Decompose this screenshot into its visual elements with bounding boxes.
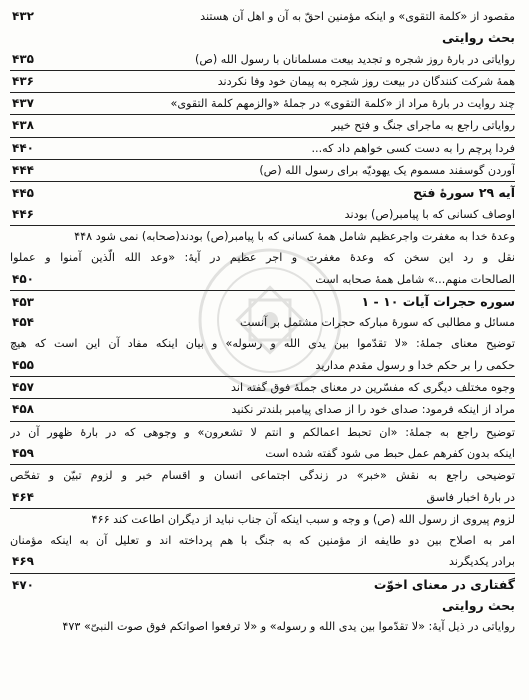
page-number: ۴۷۰ [12,577,34,592]
page-number: ۴۳۶ [12,73,34,88]
page-number: ۴۵۷ [12,380,34,395]
toc-entry [10,530,515,551]
toc-entry [10,49,515,71]
toc-entry [10,71,515,93]
toc-entry-text: چند روایت در بارهٔ مراد از «کلمة التقوی» در جملهٔ «والزمهم کلمة التقوی» [170,97,515,111]
toc-entry [10,616,515,637]
toc-entry-text: نقل و رد این سخن که وعدهٔ مغفرت و اجر عظیم در آیهٔ: «وعد الله الّذین آمنوا و عملوا [10,251,515,265]
toc-entry-text: حکمی را بر حکم خدا و رسول مقدم مدارید [315,358,515,372]
page-number: ۴۵۸ [12,402,34,417]
toc-entry-text: همهٔ شرکت کنندگان در بیعت روز شجره به پیمان خود وفا نکردند [217,74,515,88]
page-number: ۴۵۵ [12,357,34,372]
toc-entry [10,247,515,268]
page-number: ۴۴۵ [12,186,34,201]
toc-entry-text: وعدهٔ خدا به مغفرت واجرعظیم شامل همهٔ کسانی که با پیامبر(ص) بودند(صحابه) نمی شود ۴۴۸ [74,229,515,243]
page-number: ۴۶۴ [12,489,34,504]
toc-entry-text: مراد از اینکه فرمود: صدای خود را از صدای پیامبر بلندتر نکنید [231,403,515,417]
toc-entry-text: در بارهٔ اخبار فاسق [426,490,515,504]
toc-entry [10,269,515,291]
toc-entry [10,399,515,421]
toc-entry-text: مقصود از «کلمة التقوی» و اینکه مؤمنین احقّ به آن و اهل آن هستند [200,10,515,23]
page-number: ۴۴۶ [12,206,34,221]
page-number: ۴۵۰ [12,271,34,286]
page-number: ۴۴۰ [12,140,34,155]
toc-entry [10,204,515,226]
page-number: ۴۵۳ [12,294,34,309]
toc-entry [10,93,515,115]
toc-entry [10,355,515,377]
page-number: ۴۵۹ [12,445,34,460]
toc-entry-text: توضیحی راجع به نقش «خبر» در زندگی اجتماعی انسان و اقسام خبر و لزوم تبیّن و تفحّص [10,469,515,483]
toc-entry-text: الصالحات منهم...» شامل همهٔ صحابه است [315,272,515,286]
toc-entry-text: امر به اصلاح بین دو طایفه از مؤمنین که به جنگ با هم پرداخته اند و تعلیل آن به اینکه مؤمنان [10,534,515,548]
toc-entry-text: بحث روایتی [442,598,515,614]
toc-entry-text: اوصاف کسانی که با پیامبر(ص) بودند [344,207,515,221]
toc-heading [10,595,515,616]
toc-entry-text: وجوه مختلف دیگری که مفسّرین در معنای جملهٔ فوق گفته اند [230,381,515,395]
page-number: ۴۳۲ [12,9,34,23]
toc-entry [10,6,515,27]
page-number: ۴۵۴ [12,315,34,330]
page-number: ۴۳۵ [12,51,34,66]
toc-entry [10,422,515,443]
toc-heading [10,27,515,48]
toc-entry-text: گفتاری در معنای اخوّت [373,576,515,592]
page-number: ۴۳۸ [12,118,34,133]
toc-entry [10,551,515,573]
toc-entry-text: توضیح راجع به جملهٔ: «ان تحبط اعمالکم و انتم لا تشعرون» و وجوهی که در بارهٔ ظهور آن در [10,425,515,439]
toc-entry [10,160,515,182]
toc-heading [10,574,515,595]
toc-entry [10,377,515,399]
toc-entry-text: اینکه بدون کفرهم عمل حبط می شود گفته شده است [265,446,515,460]
toc-entry-text: روایاتی راجع به ماجرای جنگ و فتح خیبر [330,119,515,133]
toc-entry-text: سوره حجرات آیات ۱۰ - ۱ [361,293,515,309]
toc-entry-text: لزوم پیروی از رسول الله (ص) و وجه و سبب اینکه آن جناب نباید از دیگران اطاعت کند ۴۶۶ [91,512,515,526]
toc-entry-text: مسائل و مطالبی که سورهٔ مبارکه حجرات مشتمل بر آنست [239,316,515,330]
toc-entry [10,509,515,530]
toc-list [10,6,515,638]
toc-entry [10,115,515,137]
toc-entry-text: توضیح معنای جملهٔ: «لا تقدّموا بین یدی الله و رسوله» و بیان اینکه مفاد آن این است که هیچ [10,337,515,351]
page-number: ۴۶۹ [12,554,34,569]
toc-entry-text: بحث روایتی [442,30,515,46]
toc-entry-text: آیه ۲۹ سورهٔ فتح [413,185,515,201]
toc-entry-text: فردا پرچم را به دست کسی خواهم داد که... [311,141,515,155]
toc-entry-text: برادر یکدیگرند [449,555,515,569]
toc-entry [10,333,515,354]
toc-entry-text: آوردن گوسفند مسموم یک یهودیّه برای رسول الله (ص) [259,164,515,178]
toc-entry-text: روایاتی در ذیل آیهٔ: «لا تقدّموا بین یدی الله و رسوله» و «لا ترفعوا اصواتکم فوق صوت النبیّ» ۴۷۳ [62,620,515,634]
toc-heading [10,291,515,312]
toc-entry [10,465,515,486]
page-number: ۴۳۷ [12,96,34,111]
toc-entry [10,138,515,160]
toc-entry [10,226,515,247]
toc-entry-text: روایاتی در بارهٔ روز شجره و تجدید بیعت مسلمانان با رسول الله (ص) [195,52,515,66]
toc-entry [10,443,515,465]
page-number: ۴۴۴ [12,163,34,178]
toc-entry [10,487,515,509]
toc-heading [10,182,515,203]
toc-entry [10,312,515,333]
